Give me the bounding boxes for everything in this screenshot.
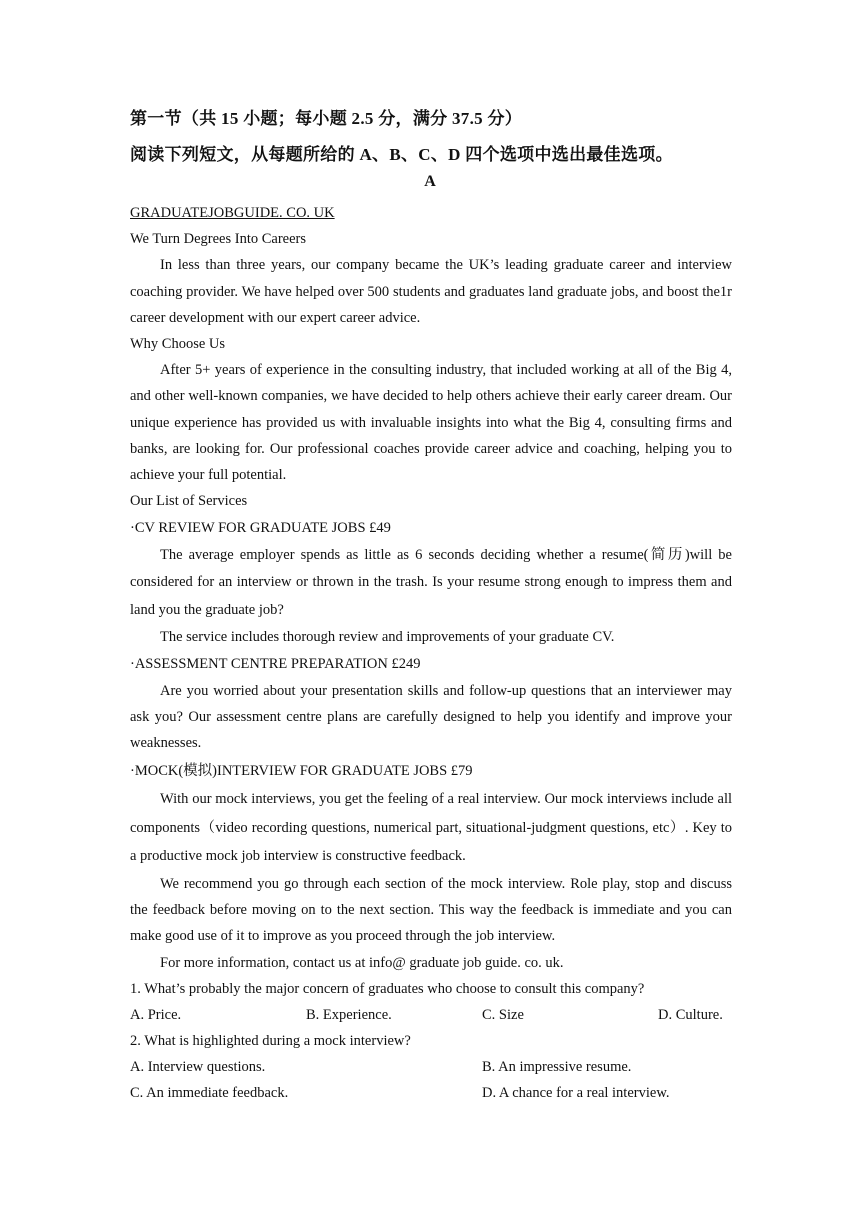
instruction: 阅读下列短文，从每题所给的 A、B、C、D 四个选项中选出最佳选项。 <box>130 145 673 164</box>
service-title-cv: ·CV REVIEW FOR GRADUATE JOBS £49 <box>130 520 391 537</box>
question-2-option-a: A. Interview questions. <box>130 1059 266 1076</box>
service-cv-paragraph: The average employer spends as little as 6 seconds deciding whether a resume(简历)will be considered for an interview or thrown in the trash. Is your resume strong enough to impress them and land you the graduate job? <box>130 546 732 618</box>
why-paragraph: After 5+ years of experience in the consulting industry, that included working at all of the Big 4, and other well-known companies, we have decided to help others achieve their early career dream. Our unique experience has provided us with invaluable insights into what the Big 4, consulting firms and banks, are looking for. Our professional coaches provide career advice and coaching, helping you to achieve your full potential. <box>130 362 732 484</box>
question-2-stem: 2. What is highlighted during a mock interview? <box>130 1033 411 1050</box>
question-2-options-row-1 <box>130 1054 732 1080</box>
contact-line: For more information, contact us at info@ graduate job guide. co. uk. <box>160 954 564 971</box>
passage-letter: A <box>424 173 436 190</box>
question-1-options <box>130 1002 732 1028</box>
service-title-mock: ·MOCK(模拟)INTERVIEW FOR GRADUATE JOBS £79 <box>130 763 473 780</box>
question-1-option-b: B. Experience. <box>306 1007 392 1024</box>
site-name: GRADUATEJOBGUIDE. CO. UK <box>130 205 335 221</box>
service-cv-paragraph: The service includes thorough review and improvements of your graduate CV. <box>160 629 615 646</box>
services-heading: Our List of Services <box>130 493 248 510</box>
tagline: We Turn Degrees Into Careers <box>130 231 307 248</box>
service-assessment-paragraph: Are you worried about your presentation skills and follow-up questions that an interviewer may ask you? Our assessment centre plans are carefully designed to help you identify and improve your weaknesses. <box>130 682 732 751</box>
question-1-option-d: D. Culture. <box>658 1007 723 1024</box>
question-1-option-a: A. Price. <box>130 1007 182 1024</box>
service-mock-paragraph: We recommend you go through each section of the mock interview. Role play, stop and discuss the feedback before moving on to the next section. This way the feedback is immediate and you can make good use of it to improve as you proceed through the job interview. <box>130 875 732 945</box>
question-1-stem: 1. What’s probably the major concern of graduates who choose to consult this company? <box>130 980 645 997</box>
question-2-options-row-2 <box>130 1080 732 1106</box>
question-2-option-c: C. An immediate feedback. <box>130 1085 289 1102</box>
service-mock-paragraph: With our mock interviews, you get the feeling of a real interview. Our mock interviews include all components（video recording questions, numerical part, situational-judgment questions, etc）. Key to a productive mock job interview is constructive feedback. <box>130 791 732 865</box>
passage-content <box>130 200 732 1106</box>
intro-paragraph: In less than three years, our company became the UK’s leading graduate career and interview coaching provider. We have helped over 500 students and graduates land graduate jobs, and boost the1r career development with our expert career advice. <box>130 257 732 326</box>
question-1-option-c: C. Size <box>482 1007 524 1024</box>
question-2-option-d: D. A chance for a real interview. <box>482 1085 670 1102</box>
question-2-option-b: B. An impressive resume. <box>482 1059 632 1076</box>
why-heading: Why Choose Us <box>130 336 226 353</box>
section-title: 第一节（共 15 小题；每小题 2.5 分，满分 37.5 分） <box>130 109 523 128</box>
service-title-assessment: ·ASSESSMENT CENTRE PREPARATION £249 <box>130 656 421 673</box>
